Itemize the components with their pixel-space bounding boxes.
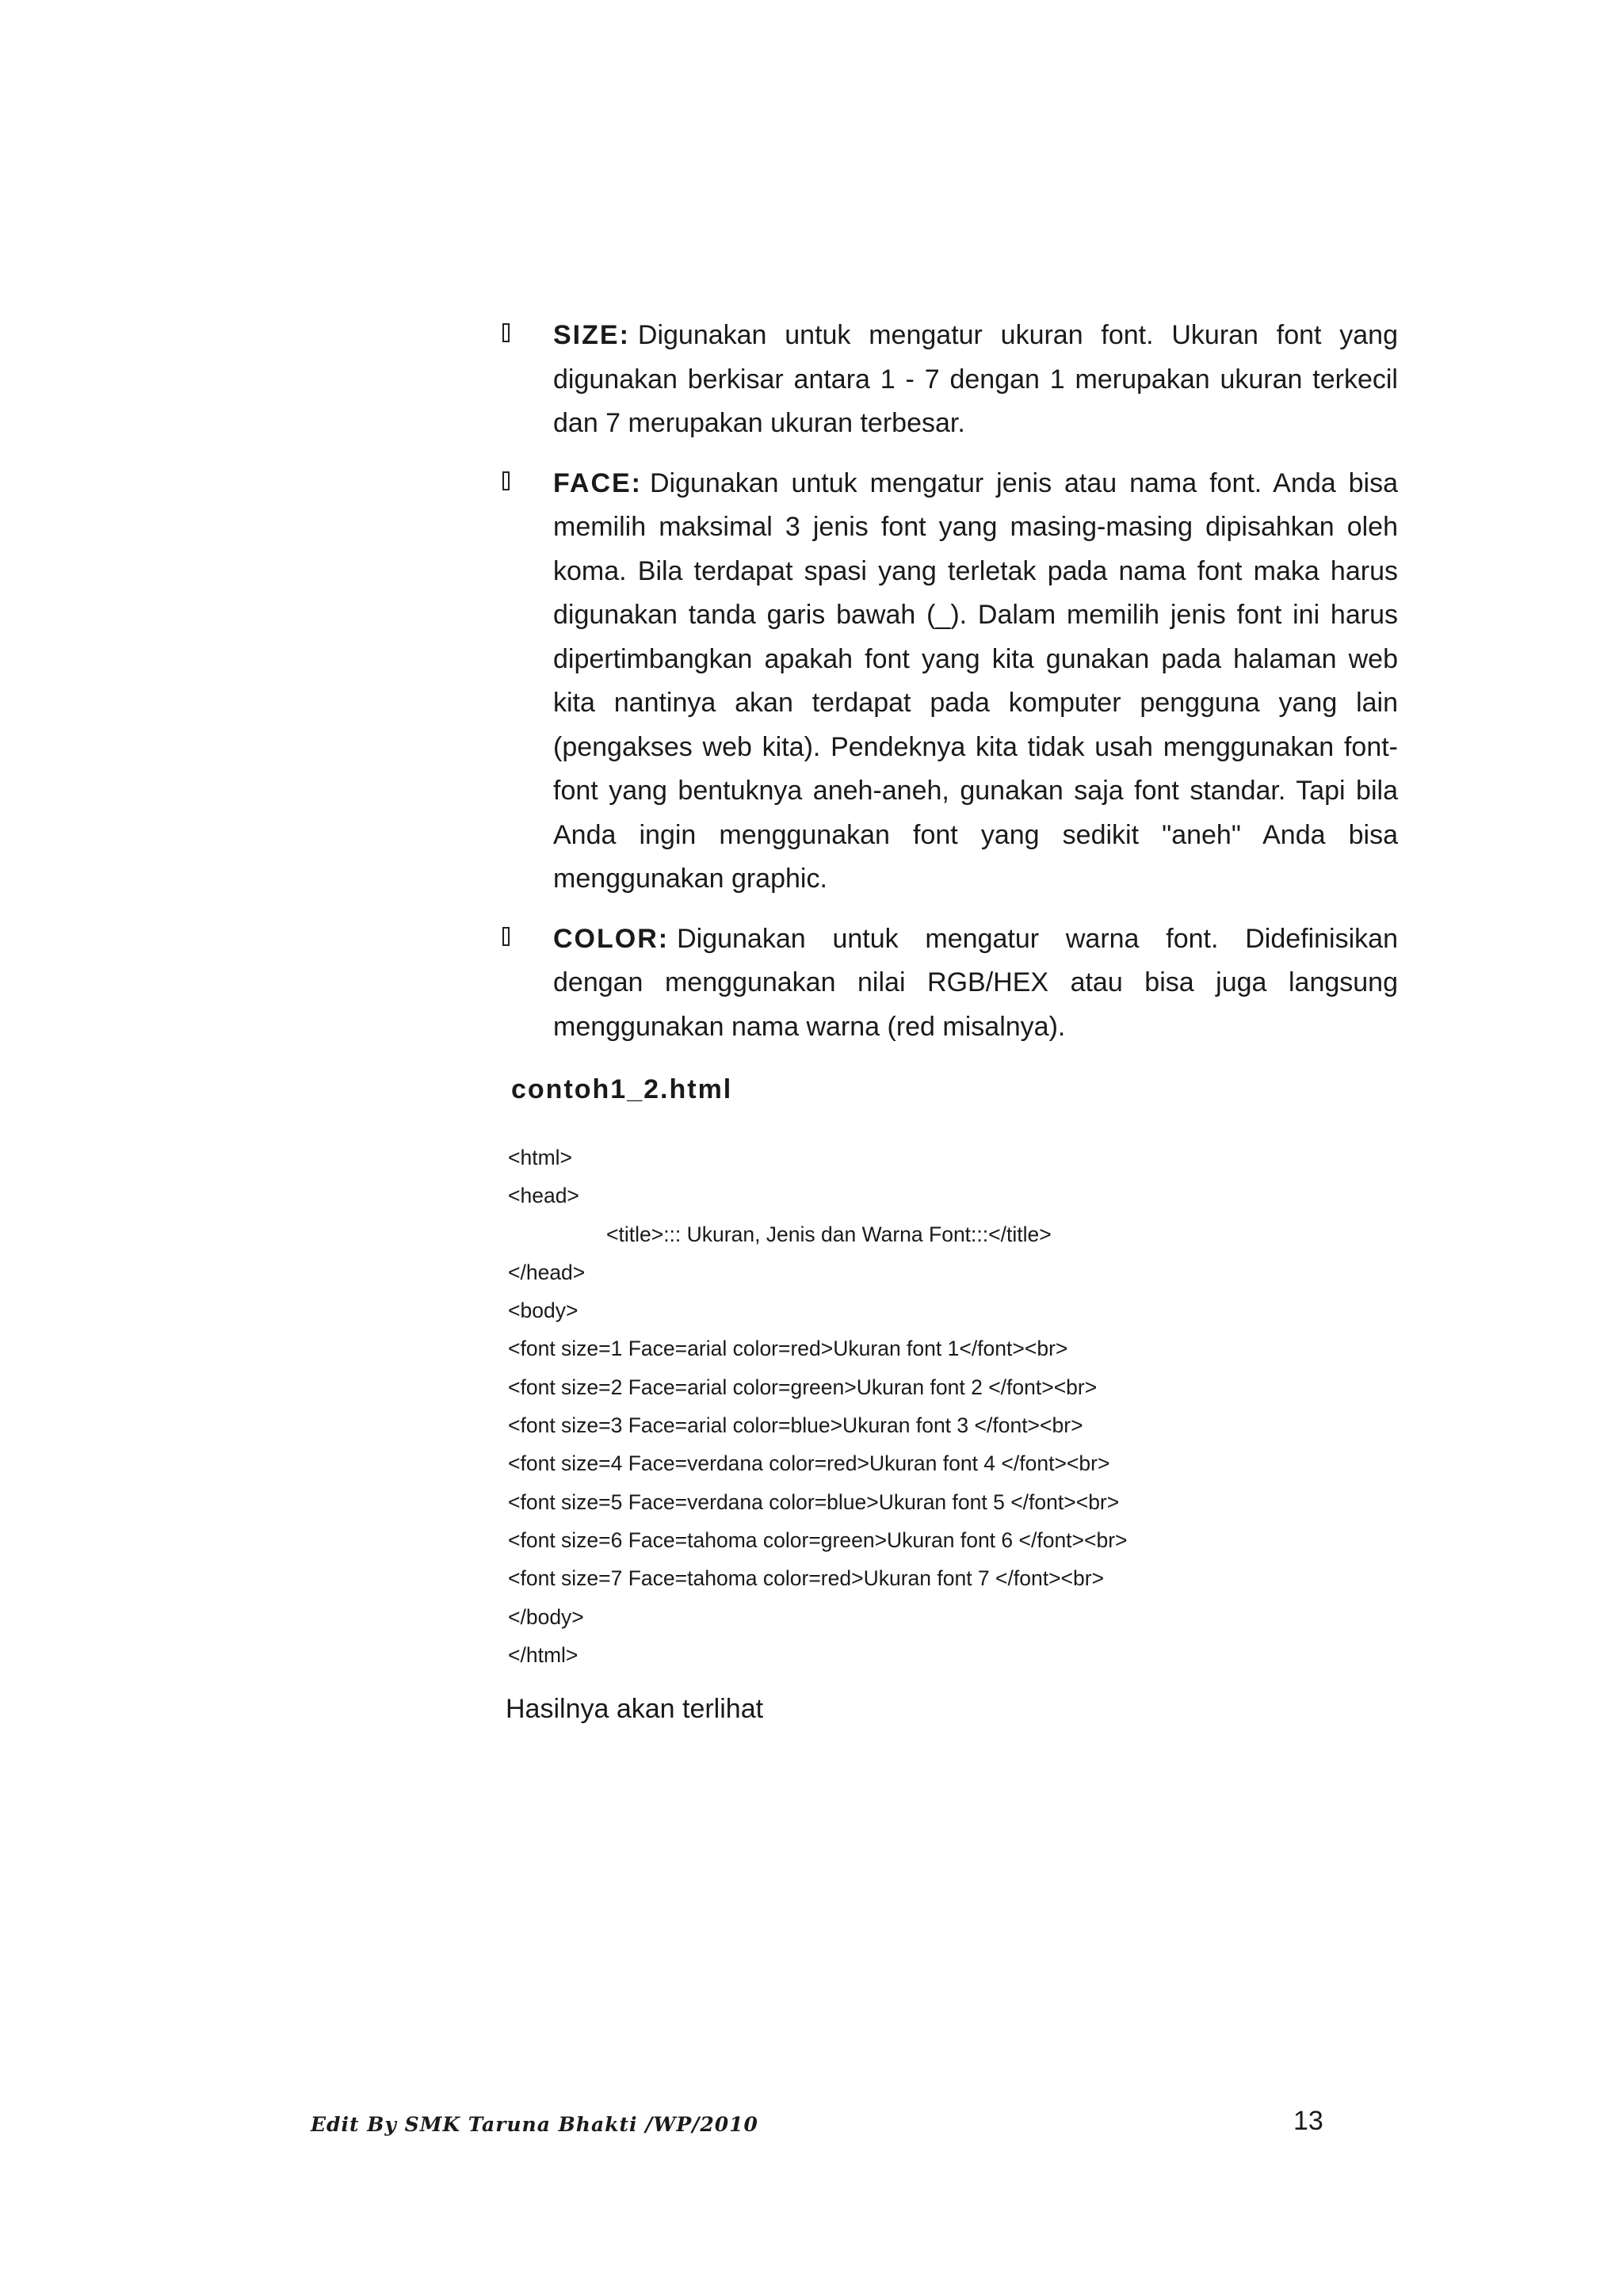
bullet-description: Digunakan untuk mengatur jenis atau nama font. Anda bisa memilih maksimal 3 jenis font yang masing-masing dipisahkan oleh koma. Bila terdapat spasi yang terletak pada nama font maka harus digunakan tanda garis bawah (_). Dalam memilih jenis font ini harus dipertimbangkan apakah font yang kita gunakan pada halaman web kita nantinya akan terdapat pada komputer pengguna yang lain (pengakses web kita). Pendeknya kita tidak usah menggunakan font-font yang bentuknya aneh-aneh, gunakan saja font standar. Tapi bila Anda ingin menggunakan font yang sedikit "aneh" Anda bisa menggunakan graphic.	[553, 467, 1398, 894]
bullet-item-face	[498, 462, 1398, 902]
code-line: <font size=1 Face=arial color=red>Ukuran font 1</font><br>	[508, 1337, 1068, 1361]
code-line: <body>	[508, 1299, 579, 1323]
code-example-block	[508, 1138, 1128, 1674]
bullet-text	[553, 314, 1398, 446]
code-line: <font size=5 Face=verdana color=blue>Ukuran font 5 </font><br>	[508, 1489, 1120, 1514]
page-number: 13	[1293, 2106, 1323, 2136]
attribute-bullet-list	[498, 314, 1398, 1065]
bullet-text	[553, 917, 1398, 1050]
bullet-box-icon	[502, 323, 510, 342]
code-line: <title>::: Ukuran, Jenis dan Warna Font:::</title>	[606, 1222, 1052, 1246]
code-line: <font size=6 Face=tahoma color=green>Ukuran font 6 </font><br>	[508, 1527, 1128, 1552]
code-line: </head>	[508, 1260, 586, 1284]
code-line: <font size=2 Face=arial color=green>Ukuran font 2 </font><br>	[508, 1375, 1098, 1399]
bullet-description: Digunakan untuk mengatur warna font. Didefinisikan dengan menggunakan nilai RGB/HEX atau bisa juga langsung menggunakan nama warna (red misalnya).	[553, 923, 1398, 1042]
bullet-term: COLOR:	[553, 923, 670, 954]
code-line: <font size=7 Face=tahoma color=red>Ukuran font 7 </font><br>	[508, 1566, 1105, 1591]
bullet-box-icon	[502, 471, 510, 490]
code-line: <font size=3 Face=arial color=blue>Ukuran font 3 </font><br>	[508, 1413, 1083, 1438]
code-line: </body>	[508, 1604, 584, 1629]
code-line: </html>	[508, 1642, 579, 1667]
code-line: <html>	[508, 1146, 573, 1169]
bullet-box-icon	[502, 927, 510, 946]
code-line: <font size=4 Face=verdana color=red>Ukuran font 4 </font><br>	[508, 1451, 1110, 1476]
bullet-term: FACE:	[553, 467, 642, 498]
code-example-title: contoh1_2.html	[511, 1074, 733, 1104]
code-line: <head>	[508, 1184, 579, 1208]
result-caption: Hasilnya akan terlihat	[506, 1694, 764, 1724]
bullet-item-color	[498, 917, 1398, 1050]
bullet-description: Digunakan untuk mengatur ukuran font. Ukuran font yang digunakan berkisar antara 1 - 7 dengan 1 merupakan ukuran terkecil dan 7 merupakan ukuran terbesar.	[553, 320, 1398, 438]
footer-credit: Edit By SMK Taruna Bhakti /WP/2010	[311, 2113, 758, 2136]
bullet-term: SIZE:	[553, 320, 630, 350]
bullet-text	[553, 462, 1398, 902]
bullet-item-size	[498, 314, 1398, 446]
